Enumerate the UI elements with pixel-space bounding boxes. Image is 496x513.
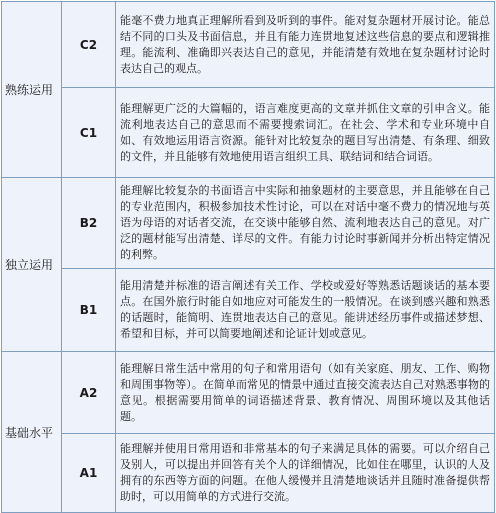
level-code-a2: A2 xyxy=(62,352,116,434)
group-label-independent: 独立运用 xyxy=(2,178,62,352)
level-code-b1: B1 xyxy=(62,269,116,352)
table-row xyxy=(2,88,495,178)
level-description-a2: 能理解日常生活中常用的句子和常用语句（如有关家庭、朋友、工作、购物和周围事物等）。在简单而常见的情景中通过直接交流表达自己对熟悉事物的意见。根据需要用简单的词语描述背景、教育情况、周围环境以及其他话题。 xyxy=(116,352,495,434)
level-code-c2: C2 xyxy=(62,2,116,88)
level-description-a1: 能理解并使用日常用语和非常基本的句子来满足具体的需要。可以介绍自己及别人，可以提出并回答有关个人的详细情况，比如住在哪里，认识的人及拥有的东西等方面的问题。在他人缓慢并且清楚地谈话并且随时准备提供帮助时，可以用简单的方式进行交流。 xyxy=(116,434,495,513)
table-row xyxy=(2,2,495,88)
table-row xyxy=(2,269,495,352)
level-description-b1: 能用清楚并标准的语言阐述有关工作、学校或爱好等熟悉话题谈话的基本要点。在国外旅行时能自如地应对可能发生的一般情况。在谈到感兴趣和熟悉的话题时，能简明、连贯地表达自己的意见。能讲述经历事件或描述梦想、希望和目标，并可以简要地阐述和论证计划或意见。 xyxy=(116,269,495,352)
level-code-a1: A1 xyxy=(62,434,116,513)
level-description-c1: 能理解更广泛的大篇幅的，语言难度更高的文章并抓住文章的引申含义。能流利地表达自己的意思而不需要搜索词汇。在社会、学术和专业环境中自如、有效地运用语言资源。能针对比较复杂的题目写出清楚、有条理、细致的文件，并且能够有效地使用语言组织工具、联结词和结合词语。 xyxy=(116,88,495,178)
level-description-c2: 能毫不费力地真正理解所看到及听到的事件。能对复杂题材开展讨论。能总结不同的口头及书面信息，并且有能力连贯地复述这些信息的要点和逻辑推理。能流利、准确即兴表达自己的意见，并能清楚有效地在复杂题材讨论时表达自己的观点。 xyxy=(116,2,495,88)
cefr-level-table xyxy=(1,1,495,513)
level-description-b2: 能理解比较复杂的书面语言中实际和抽象题材的主要意思，并且能够在自己的专业范围内，积极参加技术性讨论，可以在对话中毫不费力的情况地与英语为母语的对话者交流，在交谈中能够自然、流利地表达自己的意见。对广泛的题材能写出清楚、详尽的文件。有能力讨论时事新闻并分析出特定情况的利弊。 xyxy=(116,178,495,269)
group-label-basic: 基础水平 xyxy=(2,352,62,513)
level-code-b2: B2 xyxy=(62,178,116,269)
level-code-c1: C1 xyxy=(62,88,116,178)
group-label-proficient: 熟练运用 xyxy=(2,2,62,178)
table-row xyxy=(2,178,495,269)
table-row xyxy=(2,434,495,513)
table-row xyxy=(2,352,495,434)
